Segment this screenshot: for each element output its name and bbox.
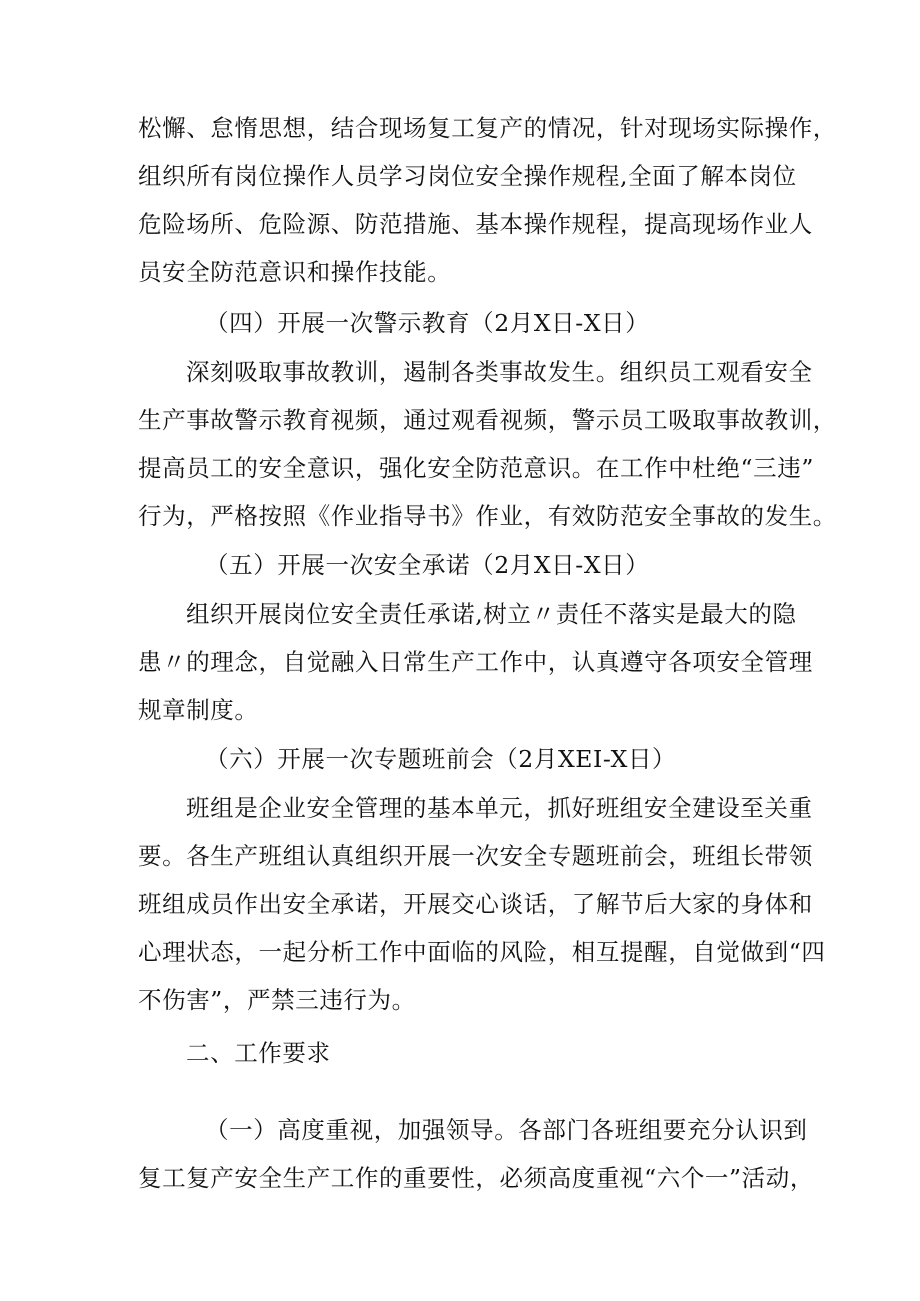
paragraph-line: 患〃的理念，自觉融入日常生产工作中，认真遵守各项安全管理 <box>138 648 813 676</box>
paragraph-line: 班组成员作出安全承诺，开展交心谈话，了解节后大家的身体和 <box>138 890 813 918</box>
paragraph-line: 危险场所、危险源、防范措施、基本操作规程，提高现场作业人 <box>138 210 813 238</box>
paragraph-line: 深刻吸取事故教训，遏制各类事故发生。组织员工观看安全 <box>186 358 813 386</box>
paragraph-line: 心理状态，一起分析工作中面临的风险，相互提醒，自觉做到“四 <box>138 938 826 966</box>
paragraph-line: 松懈、怠惰思想，结合现场复工复产的情况，针对现场实际操作， <box>138 114 837 142</box>
paragraph-line: 行为，严格按照《作业指导书》作业，有效防范安全事故的发生。 <box>138 502 837 530</box>
chapter-heading-work-requirements: 二、工作要求 <box>186 1039 331 1067</box>
section-heading-5: （五）开展一次安全承诺（2月X日-X日） <box>205 551 650 579</box>
paragraph-line: 班组是企业安全管理的基本单元，抓好班组安全建设至关重 <box>186 794 813 822</box>
paragraph-line: 复工复产安全生产工作的重要性，必须高度重视“六个一”活动， <box>138 1164 814 1192</box>
section-heading-4: （四）开展一次警示教育（2月X日-X日） <box>205 309 650 337</box>
paragraph-line: 提高员工的安全意识，强化安全防范意识。在工作中杜绝“三违” <box>138 454 814 482</box>
paragraph-line: 规章制度。 <box>138 696 259 724</box>
paragraph-line: 组织开展岗位安全责任承诺,树立〃责任不落实是最大的隐 <box>186 600 797 628</box>
paragraph-line: 要。各生产班组认真组织开展一次安全专题班前会，班组长带领 <box>138 842 813 870</box>
paragraph-line: 不伤害”，严禁三违行为。 <box>138 986 416 1014</box>
paragraph-line: 生产事故警示教育视频，通过观看视频，警示员工吸取事故教训， <box>138 406 837 434</box>
paragraph-line: （一）高度重视，加强领导。各部门各班组要充分认识到 <box>205 1116 808 1144</box>
paragraph-line: 员安全防范意识和操作技能。 <box>138 258 452 286</box>
paragraph-line: 组织所有岗位操作人员学习岗位安全操作规程,全面了解本岗位 <box>138 162 797 190</box>
section-heading-6: （六）开展一次专题班前会（2月XEI-X日） <box>205 745 677 773</box>
